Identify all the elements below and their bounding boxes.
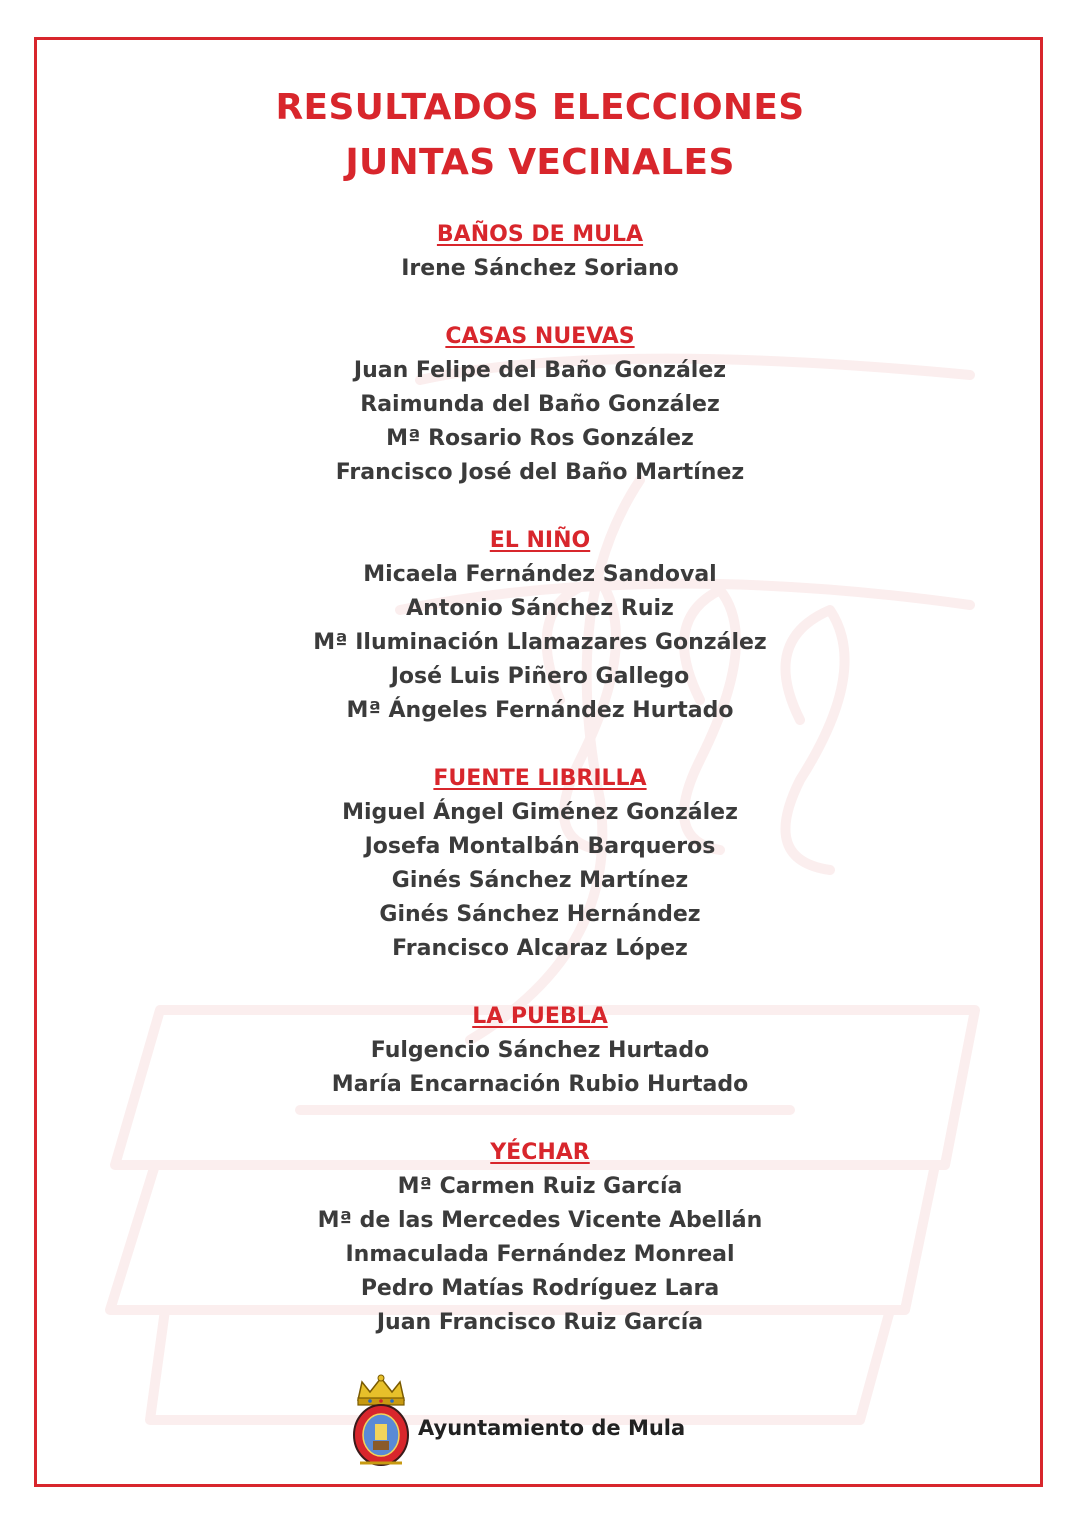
elected-member: Miguel Ángel Giménez González <box>342 800 738 825</box>
elected-member: Francisco José del Baño Martínez <box>335 460 745 485</box>
elected-member: Mª de las Mercedes Vicente Abellán <box>317 1208 763 1233</box>
elected-member: Juan Francisco Ruiz García <box>376 1310 704 1335</box>
locality-section <box>40 1136 1040 1340</box>
locality-heading: CASAS NUEVAS <box>445 324 635 349</box>
locality-section <box>40 524 1040 728</box>
locality-section <box>40 1000 1040 1102</box>
elected-member: Ginés Sánchez Martínez <box>391 868 689 893</box>
sections-list <box>40 218 1040 1340</box>
locality-section <box>40 762 1040 966</box>
elected-member: Micaela Fernández Sandoval <box>363 562 717 587</box>
elected-member: Fulgencio Sánchez Hurtado <box>370 1038 710 1063</box>
elected-member: Mª Iluminación Llamazares González <box>313 630 767 655</box>
locality-heading: EL NIÑO <box>489 528 591 553</box>
elected-member: Juan Felipe del Baño González <box>353 358 727 383</box>
elected-member: Mª Rosario Ros González <box>386 426 694 451</box>
elected-member: Irene Sánchez Soriano <box>401 256 679 281</box>
elected-member: Antonio Sánchez Ruiz <box>406 596 674 621</box>
elected-member: Pedro Matías Rodríguez Lara <box>360 1276 720 1301</box>
locality-heading: BAÑOS DE MULA <box>436 222 644 247</box>
elected-member: María Encarnación Rubio Hurtado <box>331 1072 749 1097</box>
elected-member: José Luis Piñero Gallego <box>390 664 690 689</box>
results-content <box>40 80 1040 1374</box>
locality-heading: FUENTE LIBRILLA <box>433 766 647 791</box>
page-title <box>40 80 1040 190</box>
elected-member: Ginés Sánchez Hernández <box>379 902 701 927</box>
locality-heading: YÉCHAR <box>490 1140 590 1165</box>
elected-member: Francisco Alcaraz López <box>392 936 688 961</box>
coat-of-arms-icon <box>350 1368 412 1468</box>
locality-section <box>40 320 1040 490</box>
footer-text: Ayuntamiento de Mula <box>418 1416 686 1440</box>
title-line-2: JUNTAS VECINALES <box>345 142 735 183</box>
footer <box>350 1368 685 1468</box>
elected-member: Mª Ángeles Fernández Hurtado <box>346 698 734 723</box>
elected-member: Inmaculada Fernández Monreal <box>345 1242 735 1267</box>
locality-heading: LA PUEBLA <box>472 1004 608 1029</box>
title-line-1: RESULTADOS ELECCIONES <box>275 87 805 128</box>
elected-member: Mª Carmen Ruiz García <box>397 1174 683 1199</box>
elected-member: Josefa Montalbán Barqueros <box>364 834 716 859</box>
elected-member: Raimunda del Baño González <box>360 392 720 417</box>
locality-section <box>40 218 1040 286</box>
